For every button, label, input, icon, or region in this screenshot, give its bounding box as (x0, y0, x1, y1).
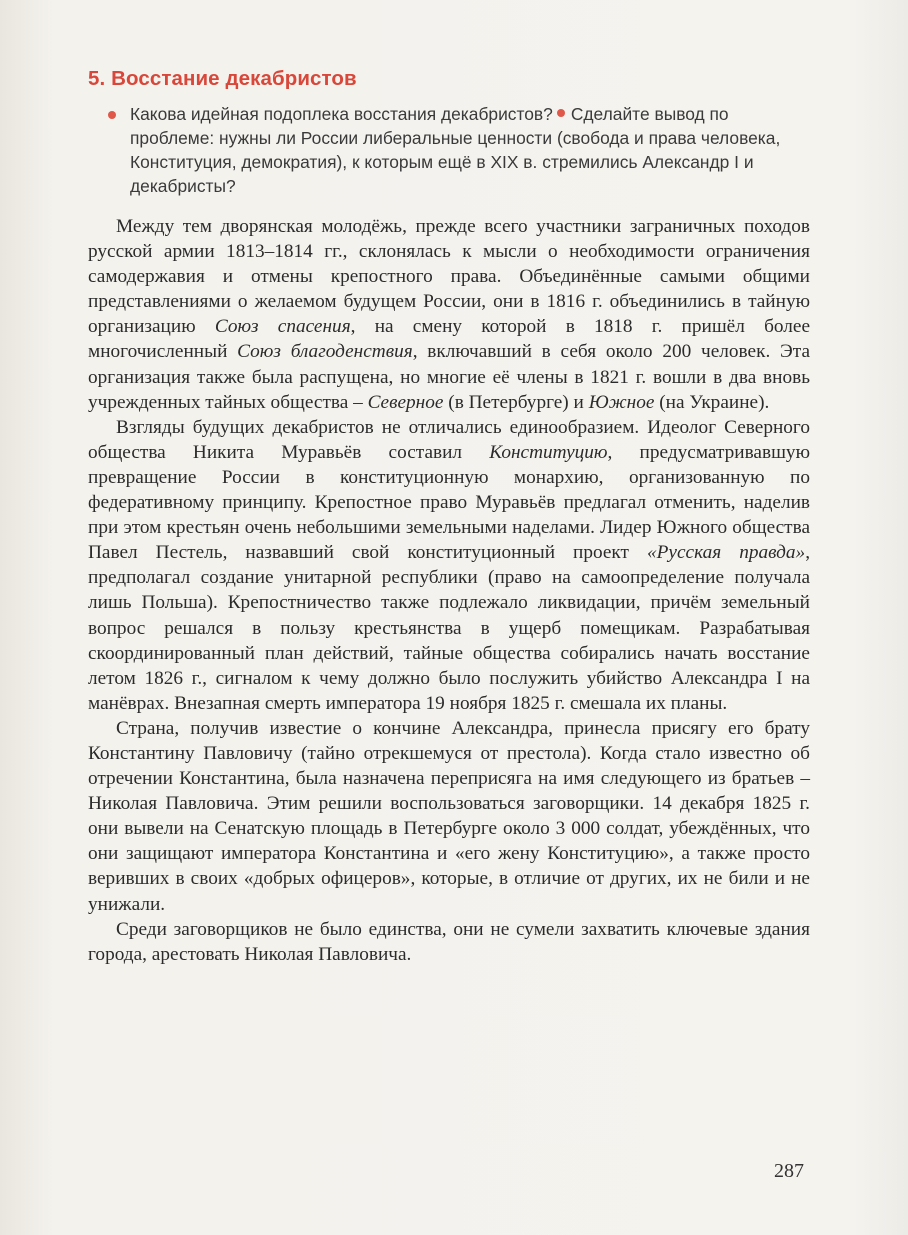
term-severnoe: Северное (367, 391, 444, 413)
paragraph-1-text: Между тем дворянская молодёжь, прежде всего участники заграничных походов русской армии 1813–1814 гг., склонялась к мысли о необходимости ограничения самодержавия и отмены крепостного права. Объединённые самыми общими представлениями о желаемом будущем России, они в 1816 г. объединились в тайную организацию (88, 216, 810, 338)
paragraph-2-text: Взгляды будущих декабристов не отличались единообразием. Идеолог Северного общества Никита Муравьёв составил (88, 416, 810, 463)
term-soyuz-spaseniya: Союз спасения (214, 316, 351, 338)
question-2: Сделайте вывод по проблеме: нужны ли России либеральные ценности (свобода и права человека, Конституция, демократия), к которым ещё в XIX в. стремились Александр I и декабристы? (130, 104, 781, 196)
paragraph-2-text: , предусматривавшую превращение России в конституционную монархию, организованную по федеративному принципу. Крепостное право Муравьёв предлагал отменить, наделив при этом крестьян очень небольшими земельными наделами. Лидер Южного общества Павел Пестель, назвавший свой конституционный проект (88, 441, 810, 564)
bullet-icon (108, 111, 116, 119)
paragraph-1-text: (на Украине). (654, 391, 770, 413)
term-soyuz-blagodenstviya: Союз благоденствия (237, 341, 413, 363)
term-russkaya-pravda: «Русская правда» (646, 542, 806, 564)
body-text (88, 214, 810, 967)
paragraph-1-text: , на смену которой в 1818 г. пришёл более многочисленный (88, 316, 811, 363)
bullet-icon (557, 109, 565, 117)
review-questions (88, 102, 810, 198)
question-1: Какова идейная подоплека восстания декабристов? (130, 104, 553, 124)
paragraph-1 (88, 214, 810, 415)
paragraph-2-text: , предполагал создание унитарной республики (право на самоопределение получала лишь Польша). Крепостничество также подлежало ликвидации, причём земельный вопрос решался в пользу крестьянства в ущерб помещикам. Разрабатывая скоординированный план действий, тайные общества собирались начать восстание летом 1826 г., сигналом к чему должно было послужить убийство Александра I на манёврах. Внезапная смерть императора 19 ноября 1825 г. смешала их планы. (88, 542, 811, 714)
page-number: 287 (774, 1160, 804, 1182)
term-yuzhnoe: Южное (588, 391, 655, 413)
paragraph-3: Страна, получив известие о кончине Александра, принесла присягу его брату Константину Павловичу (тайно отрекшемуся от престола). Когда стало известно об отречении Константина, была назначена переприсяга на имя следующего из братьев – Николая Павловича. Этим решили воспользоваться заговорщики. 14 декабря 1825 г. они вывели на Сенатскую площадь в Петербурге около 3 000 солдат, убеждённых, что они защищают императора Константина и «его жену Конституцию», а также просто веривших в своих «добрых офицеров», которые, в отличие от других, их не били и не унижали. (88, 717, 810, 915)
paragraph-2 (88, 415, 810, 716)
section-title: 5. Восстание декабристов (88, 67, 357, 90)
term-konstitutsiya: Конституцию (489, 441, 608, 463)
page-content (88, 66, 810, 967)
paragraph-4: Среди заговорщиков не было единства, они не сумели захватить ключевые здания города, арестовать Николая Павловича. (88, 918, 810, 965)
paragraph-1-text: , включавший в себя около 200 человек. Эта организация также была распущена, но многие её члены в 1821 г. вошли в два вновь учрежденных тайных общества – (88, 341, 811, 413)
paragraph-1-text: (в Петербурге) и (443, 391, 589, 413)
